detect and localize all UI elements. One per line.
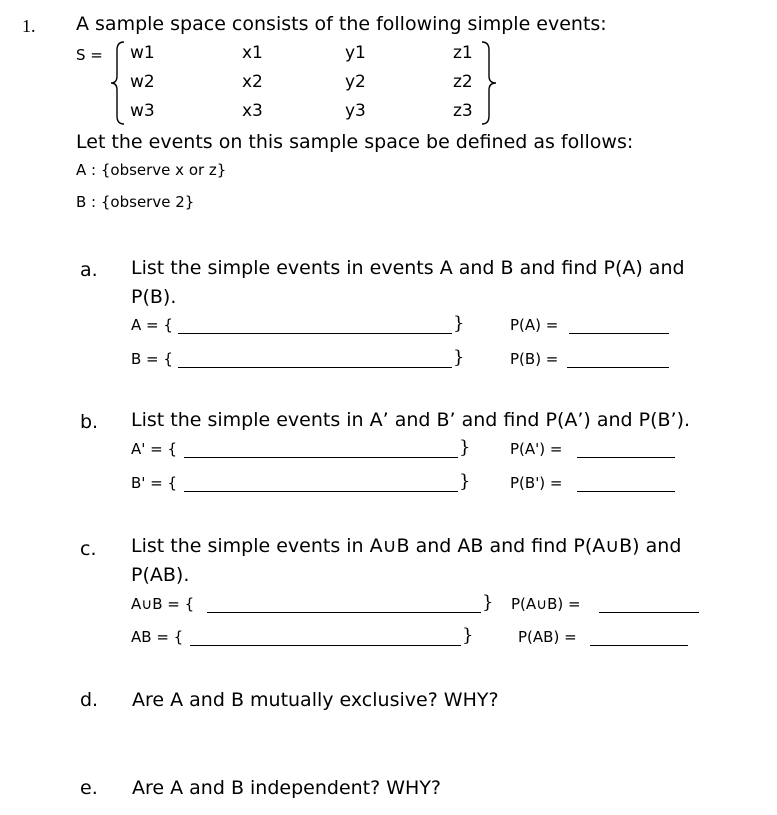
part-c-set-union-label: A∪B = {	[131, 595, 195, 613]
part-a-set-a-close-brace: }	[453, 313, 465, 334]
right-brace-icon	[480, 40, 498, 126]
part-a-set-b-answer-line[interactable]	[178, 367, 452, 368]
part-b-set-b-close-brace: }	[459, 471, 471, 492]
event-w3: w3	[130, 101, 155, 121]
part-c-set-intersection-answer-line[interactable]	[190, 645, 461, 646]
part-a-prob-b-label: P(B) =	[510, 350, 559, 368]
event-b-definition: B : {observe 2}	[76, 193, 195, 211]
problem-intro: A sample space consists of the following simple events:	[76, 13, 607, 35]
event-w1: w1	[130, 43, 155, 63]
event-y2: y2	[345, 72, 366, 92]
part-b-prob-b-answer-line[interactable]	[577, 491, 675, 492]
part-a-question-line1: List the simple events in events A and B and find P(A) and	[131, 257, 685, 279]
event-z2: z2	[453, 72, 473, 92]
problem-number: 1.	[22, 16, 36, 36]
part-a-question-line2: P(B).	[131, 286, 177, 308]
part-b-set-a-close-brace: }	[459, 437, 471, 458]
event-x2: x2	[242, 72, 263, 92]
part-b-prob-a-label: P(A') =	[510, 440, 563, 458]
event-w2: w2	[130, 72, 155, 92]
part-b-letter: b.	[80, 411, 99, 433]
part-c-prob-intersection-label: P(AB) =	[518, 628, 577, 646]
part-a-set-a-label: A = {	[131, 316, 173, 334]
part-c-letter: c.	[80, 538, 97, 560]
part-a-set-b-close-brace: }	[453, 347, 465, 368]
part-b-prob-a-answer-line[interactable]	[577, 457, 675, 458]
part-c-prob-intersection-answer-line[interactable]	[590, 645, 688, 646]
event-y3: y3	[345, 101, 366, 121]
part-c-set-intersection-label: AB = {	[131, 628, 184, 646]
part-d-letter: d.	[80, 689, 99, 711]
part-a-set-a-answer-line[interactable]	[178, 333, 452, 334]
part-a-prob-b-answer-line[interactable]	[567, 367, 669, 368]
part-b-prob-b-label: P(B') =	[510, 474, 563, 492]
part-b-set-a-label: A' = {	[131, 440, 178, 458]
part-b-set-b-answer-line[interactable]	[184, 491, 458, 492]
define-text: Let the events on this sample space be defined as follows:	[76, 131, 634, 153]
part-d-question: Are A and B mutually exclusive? WHY?	[132, 689, 499, 711]
part-c-prob-union-answer-line[interactable]	[599, 612, 699, 613]
sample-space-label: S =	[76, 46, 103, 64]
part-e-question: Are A and B independent? WHY?	[132, 777, 442, 799]
event-z1: z1	[453, 43, 473, 63]
part-b-set-a-answer-line[interactable]	[184, 457, 458, 458]
part-c-question-line2: P(AB).	[131, 564, 190, 586]
part-c-set-union-close-brace: }	[482, 592, 494, 613]
part-c-question-line1: List the simple events in A∪B and AB and find P(A∪B) and	[131, 535, 682, 557]
part-e-letter: e.	[80, 777, 98, 799]
part-a-set-b-label: B = {	[131, 350, 173, 368]
event-z3: z3	[453, 101, 473, 121]
event-x3: x3	[242, 101, 263, 121]
event-x1: x1	[242, 43, 263, 63]
part-a-letter: a.	[80, 259, 98, 281]
part-b-set-b-label: B' = {	[131, 474, 178, 492]
part-c-prob-union-label: P(A∪B) =	[511, 595, 581, 613]
part-b-question: List the simple events in A’ and B’ and find P(A’) and P(B’).	[131, 409, 691, 431]
event-a-definition: A : {observe x or z}	[76, 161, 227, 179]
part-a-prob-a-label: P(A) =	[510, 316, 559, 334]
part-a-prob-a-answer-line[interactable]	[569, 333, 669, 334]
event-y1: y1	[345, 43, 366, 63]
part-c-set-union-answer-line[interactable]	[207, 612, 481, 613]
part-c-set-intersection-close-brace: }	[462, 625, 474, 646]
left-brace-icon	[110, 40, 126, 126]
